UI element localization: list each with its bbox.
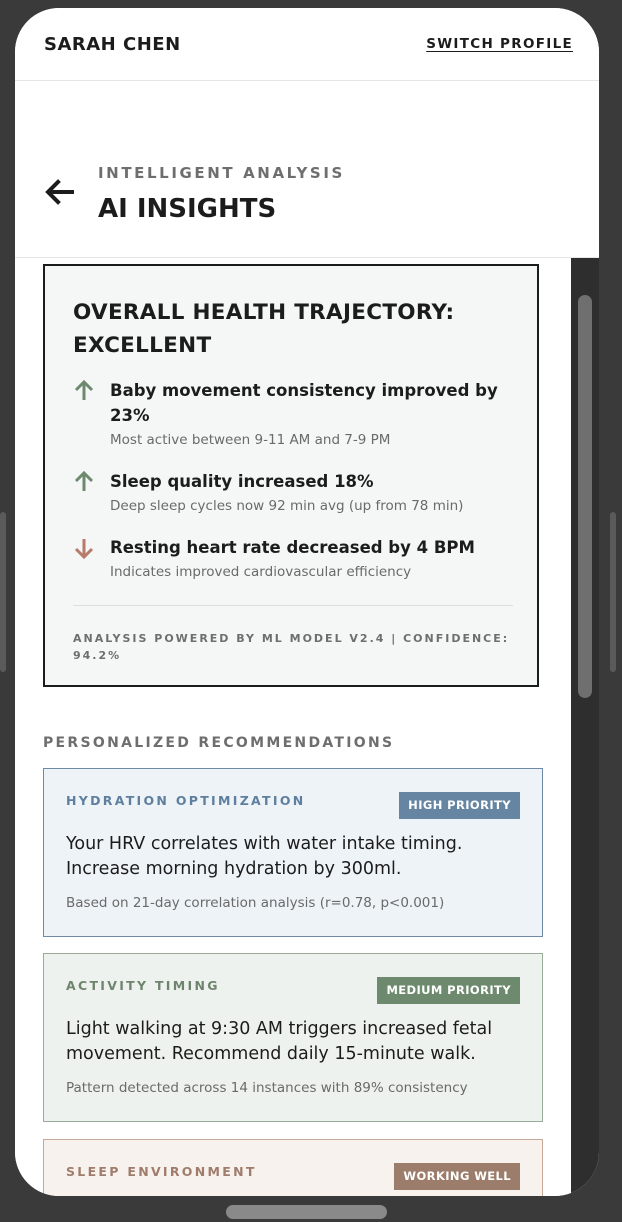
insight-headline: Resting heart rate decreased by 4 BPM <box>110 538 475 557</box>
page-header <box>15 81 599 258</box>
insights-scroll-area[interactable] <box>15 258 571 1196</box>
analysis-footnote: ANALYSIS POWERED BY ML MODEL V2.4 | CONFIDENCE: 94.2% <box>73 632 510 662</box>
recommendation-title: SLEEP ENVIRONMENT <box>66 1164 257 1179</box>
status-badge: WORKING WELL <box>394 1163 520 1190</box>
scrollbar[interactable] <box>571 258 599 1196</box>
recommendation-card-sleep[interactable] <box>43 1139 543 1196</box>
recommendations-heading: PERSONALIZED RECOMMENDATIONS <box>43 735 395 751</box>
top-bar <box>15 8 599 81</box>
scrollbar-thumb[interactable] <box>578 295 592 698</box>
page-kicker: INTELLIGENT ANALYSIS <box>98 164 345 182</box>
device-side-button-left <box>0 512 6 672</box>
priority-badge: HIGH PRIORITY <box>399 792 520 819</box>
recommendation-body: Light walking at 9:30 AM triggers increased fetal movement. Recommend daily 15-minute walk. <box>66 1019 493 1064</box>
trajectory-title: OVERALL HEALTH TRAJECTORY: EXCELLENT <box>73 300 455 358</box>
arrow-down-icon <box>73 537 95 559</box>
home-indicator[interactable] <box>226 1205 387 1219</box>
arrow-left-icon[interactable] <box>44 179 74 205</box>
recommendation-title: HYDRATION OPTIMIZATION <box>66 793 306 808</box>
recommendation-meta: Based on 21-day correlation analysis (r=0.78, p<0.001) <box>66 895 445 911</box>
insight-detail: Deep sleep cycles now 92 min avg (up from 78 min) <box>110 498 464 514</box>
priority-badge: MEDIUM PRIORITY <box>377 977 520 1004</box>
phone-screen <box>15 8 599 1196</box>
health-trajectory-card <box>43 264 539 687</box>
divider <box>73 605 513 606</box>
recommendation-meta: Pattern detected across 14 instances with 89% consistency <box>66 1080 468 1096</box>
arrow-up-icon <box>73 380 95 402</box>
profile-name: SARAH CHEN <box>44 34 181 55</box>
arrow-up-icon <box>73 471 95 493</box>
device-side-button-right <box>610 512 616 672</box>
page-title: AI INSIGHTS <box>98 194 277 224</box>
recommendation-card-hydration[interactable] <box>43 768 543 937</box>
insight-detail: Indicates improved cardiovascular efficiency <box>110 564 412 580</box>
recommendation-card-activity[interactable] <box>43 953 543 1122</box>
recommendation-title: ACTIVITY TIMING <box>66 978 220 993</box>
switch-profile-link[interactable]: SWITCH PROFILE <box>426 36 573 52</box>
recommendation-body: Your HRV correlates with water intake timing. Increase morning hydration by 300ml. <box>66 834 463 879</box>
insight-headline: Baby movement consistency improved by 23% <box>110 381 498 425</box>
insight-detail: Most active between 9-11 AM and 7-9 PM <box>110 432 391 448</box>
insight-headline: Sleep quality increased 18% <box>110 472 374 491</box>
